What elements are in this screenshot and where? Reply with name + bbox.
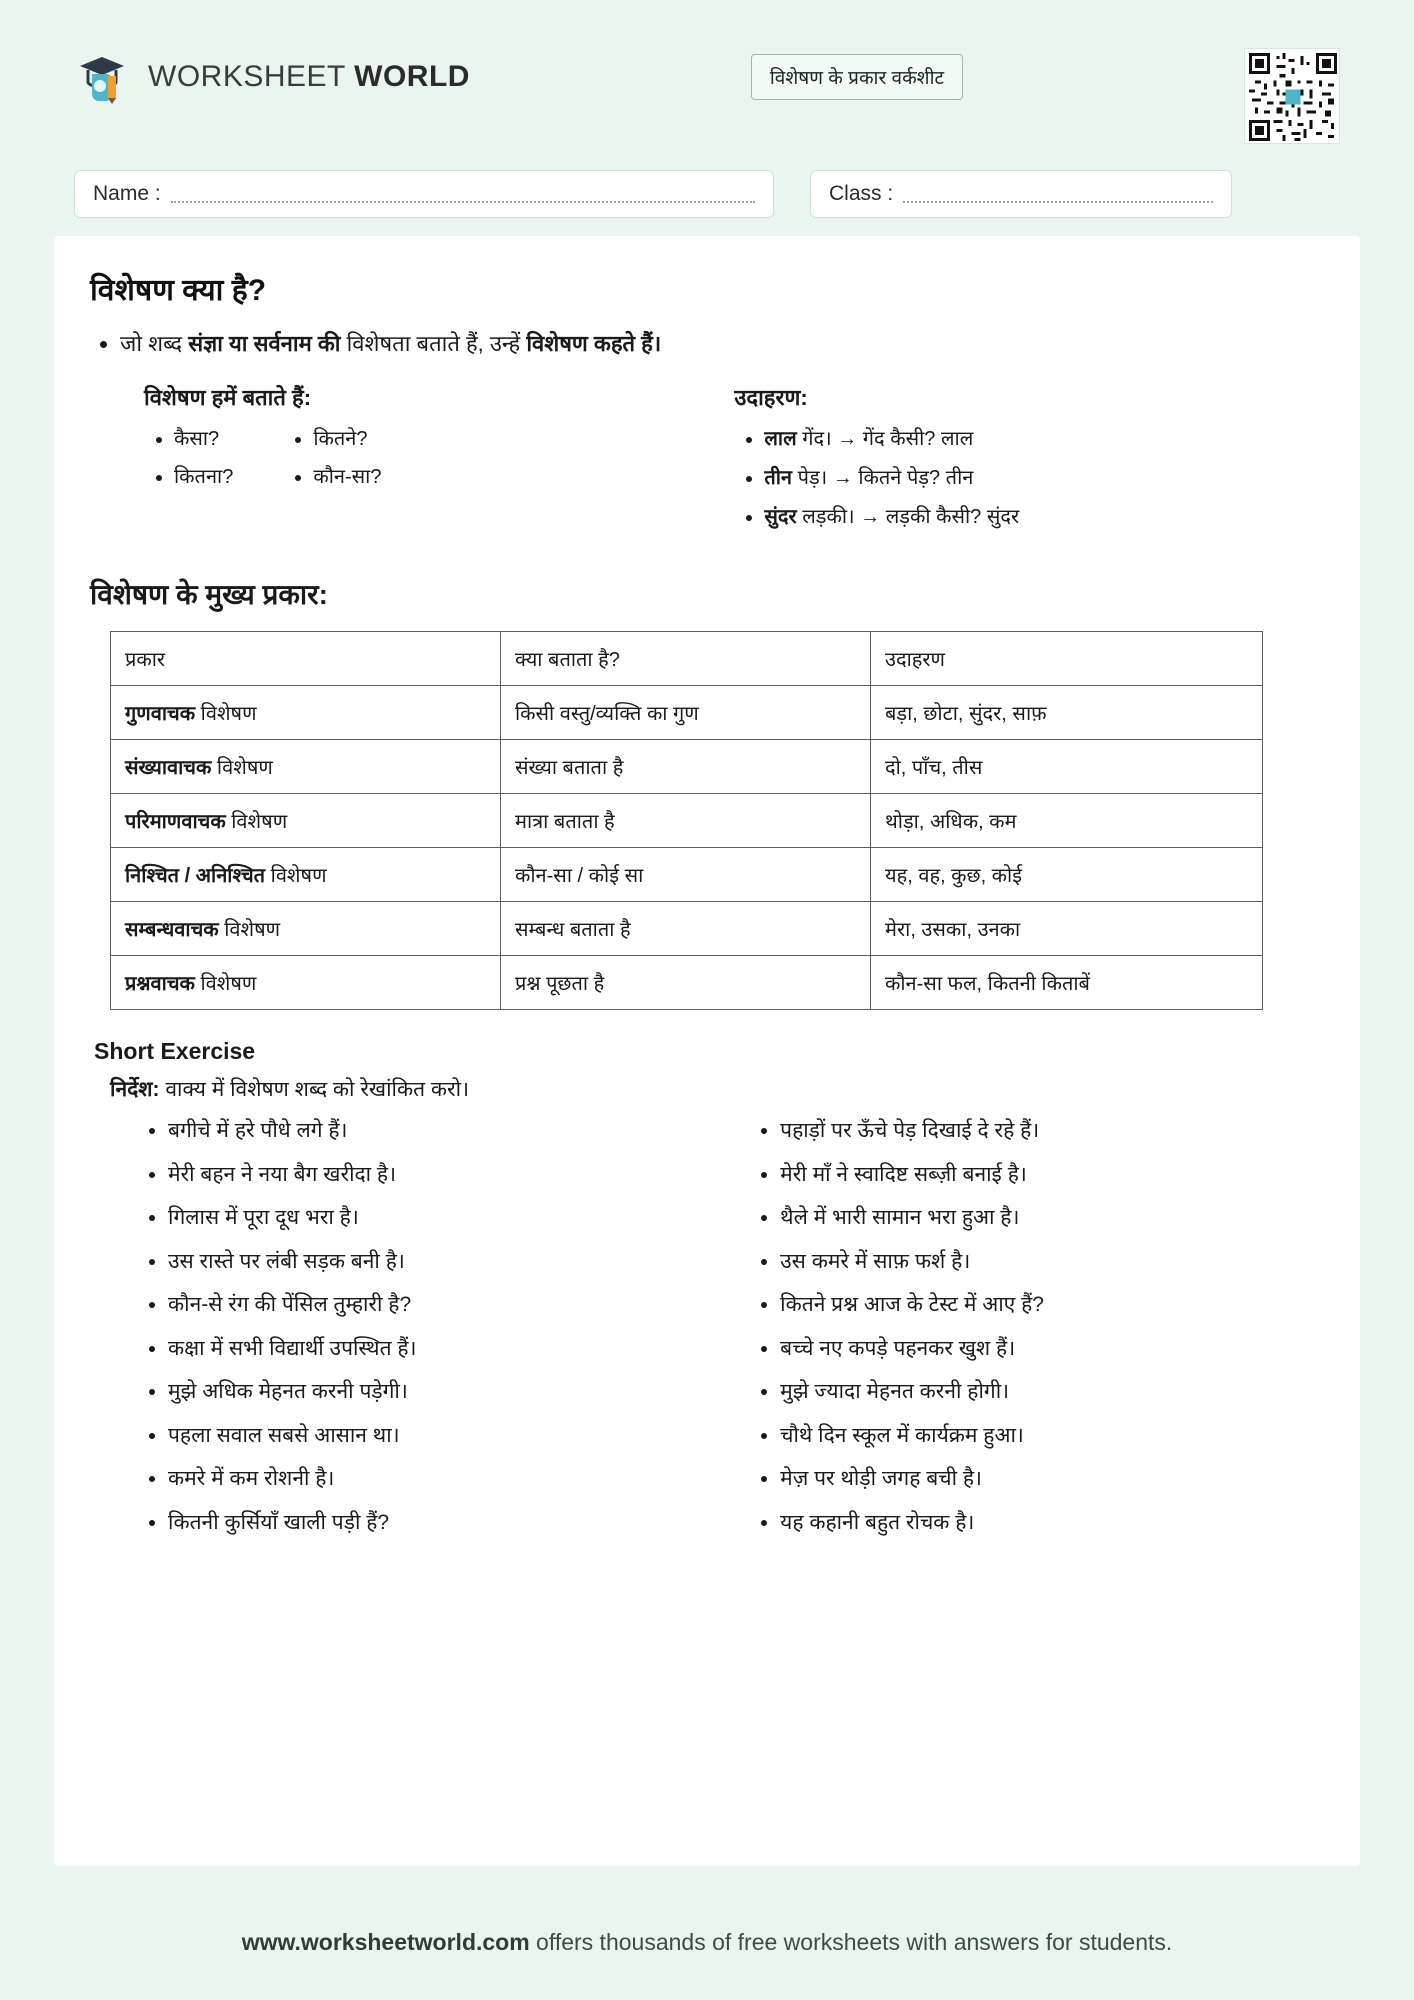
cell-type-rest: विशेषण bbox=[265, 865, 327, 887]
list-item[interactable]: • बच्चे नए कपड़े पहनकर खुश हैं। bbox=[780, 1333, 1324, 1365]
list-item bbox=[764, 424, 1324, 454]
table-row bbox=[111, 686, 1263, 740]
brand-bold: WORLD bbox=[354, 60, 470, 93]
table-row bbox=[111, 956, 1263, 1010]
list-item[interactable]: • कक्षा में सभी विद्यार्थी उपस्थित हैं। bbox=[168, 1333, 702, 1365]
sentence-list-right bbox=[742, 1115, 1324, 1538]
cell-example: यह, वह, कुछ, कोई bbox=[871, 848, 1263, 902]
tells-block bbox=[144, 382, 694, 541]
column-header: क्या बताता है? bbox=[501, 632, 871, 686]
cell-what: संख्या बताता है bbox=[501, 740, 871, 794]
cell-what: प्रश्न पूछता है bbox=[501, 956, 871, 1010]
types-table bbox=[110, 631, 1263, 1010]
table-row bbox=[111, 902, 1263, 956]
definition-item bbox=[120, 327, 1324, 360]
cell-type-bold: सम्बन्धवाचक bbox=[125, 919, 219, 941]
worksheet-header bbox=[40, 22, 1374, 232]
cell-type bbox=[111, 956, 501, 1010]
cell-type-rest: विशेषण bbox=[218, 919, 281, 941]
example-rest: लड़की। → लड़की कैसी? सुंदर bbox=[796, 506, 1020, 528]
cell-example: कौन-सा फल, कितनी किताबें bbox=[871, 956, 1263, 1010]
cell-what: सम्बन्ध बताता है bbox=[501, 902, 871, 956]
list-item[interactable]: • पहाड़ों पर ऊँचे पेड़ दिखाई दे रहे हैं। bbox=[780, 1115, 1324, 1147]
list-item: • कितना? bbox=[174, 462, 233, 492]
definition-part-1: जो शब्द bbox=[120, 331, 189, 356]
list-item bbox=[764, 502, 1324, 532]
definition-part-2: विशेषता बताते हैं, उन्हें bbox=[340, 331, 527, 356]
cell-what: किसी वस्तु/व्यक्ति का गुण bbox=[501, 686, 871, 740]
example-bold: लाल bbox=[764, 428, 797, 450]
cell-type-bold: गुणवाचक bbox=[125, 703, 196, 725]
list-item[interactable]: • उस कमरे में साफ़ फर्श है। bbox=[780, 1246, 1324, 1278]
cell-type bbox=[111, 794, 501, 848]
list-item[interactable]: • मुझे अधिक मेहनत करनी पड़ेगी। bbox=[168, 1376, 702, 1408]
exercise-instruction bbox=[110, 1075, 1324, 1103]
sentence-list-left bbox=[130, 1115, 702, 1538]
tells-column-2 bbox=[283, 424, 381, 500]
exercise-column-left bbox=[130, 1115, 702, 1550]
footer-url[interactable]: www.worksheetworld.com bbox=[241, 1929, 530, 1955]
cell-type bbox=[111, 848, 501, 902]
list-item[interactable]: • यह कहानी बहुत रोचक है। bbox=[780, 1507, 1324, 1539]
list-item[interactable]: • कितनी कुर्सियाँ खाली पड़ी हैं? bbox=[168, 1507, 702, 1539]
cell-type-rest: विशेषण bbox=[195, 703, 257, 725]
footer bbox=[40, 1929, 1374, 1956]
definition-list bbox=[90, 327, 1324, 360]
name-input[interactable] bbox=[171, 185, 755, 203]
definition-bold-2: विशेषण कहते हैं। bbox=[526, 331, 662, 356]
cell-type-bold: परिमाणवाचक bbox=[125, 811, 226, 833]
examples-heading: उदाहरण: bbox=[734, 385, 808, 410]
section-heading-what-is: विशेषण क्या है? bbox=[90, 274, 267, 307]
example-rest: पेड़। → कितने पेड़? तीन bbox=[792, 467, 974, 489]
list-item[interactable]: • मेरी माँ ने स्वादिष्ट सब्ज़ी बनाई है। bbox=[780, 1159, 1324, 1191]
cell-type-bold: प्रश्नवाचक bbox=[125, 973, 195, 995]
table-row bbox=[111, 740, 1263, 794]
brand bbox=[74, 48, 470, 106]
examples-block bbox=[734, 382, 1324, 541]
cell-example: दो, पाँच, तीस bbox=[871, 740, 1263, 794]
list-item: • कौन-सा? bbox=[313, 462, 381, 492]
list-item bbox=[764, 463, 1324, 493]
brand-prefix: WORKSHEET bbox=[148, 60, 355, 93]
list-item[interactable]: • चौथे दिन स्कूल में कार्यक्रम हुआ। bbox=[780, 1420, 1324, 1452]
examples-list bbox=[734, 424, 1324, 532]
name-field[interactable] bbox=[74, 170, 774, 218]
table-row bbox=[111, 848, 1263, 902]
list-item: • कैसा? bbox=[174, 424, 233, 454]
list-item[interactable]: • बगीचे में हरे पौधे लगे हैं। bbox=[168, 1115, 702, 1147]
cell-what: कौन-सा / कोई सा bbox=[501, 848, 871, 902]
list-item[interactable]: • मेज़ पर थोड़ी जगह बची है। bbox=[780, 1463, 1324, 1495]
example-bold: सुंदर bbox=[764, 506, 797, 528]
column-header: प्रकार bbox=[111, 632, 501, 686]
class-input[interactable] bbox=[903, 185, 1213, 203]
list-item[interactable]: • कौन-से रंग की पेंसिल तुम्हारी है? bbox=[168, 1289, 702, 1321]
cell-type-bold: संख्यावाचक bbox=[125, 757, 212, 779]
cell-example: थोड़ा, अधिक, कम bbox=[871, 794, 1263, 848]
cell-what: मात्रा बताता है bbox=[501, 794, 871, 848]
class-field[interactable] bbox=[810, 170, 1232, 218]
tells-heading: विशेषण हमें बताते हैं: bbox=[144, 385, 312, 410]
cell-type-rest: विशेषण bbox=[225, 811, 288, 833]
example-rest: गेंद। → गेंद कैसी? लाल bbox=[796, 428, 974, 450]
table-header-row bbox=[111, 632, 1263, 686]
cell-type bbox=[111, 902, 501, 956]
exercise-column-right bbox=[742, 1115, 1324, 1550]
list-item[interactable]: • उस रास्ते पर लंबी सड़क बनी है। bbox=[168, 1246, 702, 1278]
brand-name bbox=[148, 60, 470, 94]
cell-type-bold: निश्चित / अनिश्चित bbox=[125, 865, 266, 887]
exercise-title: Short Exercise bbox=[94, 1038, 256, 1064]
name-label: Name : bbox=[93, 182, 161, 205]
tells-column-1 bbox=[144, 424, 233, 500]
cell-type-rest: विशेषण bbox=[194, 973, 257, 995]
instruction-label: निर्देश: bbox=[110, 1078, 160, 1101]
section-heading-types: विशेषण के मुख्य प्रकार: bbox=[90, 579, 328, 610]
example-bold: तीन bbox=[764, 467, 793, 489]
cell-type-rest: विशेषण bbox=[211, 757, 273, 779]
list-item[interactable]: • मेरी बहन ने नया बैग खरीदा है। bbox=[168, 1159, 702, 1191]
instruction-text: वाक्य में विशेषण शब्द को रेखांकित करो। bbox=[159, 1078, 470, 1101]
list-item[interactable]: • कमरे में कम रोशनी है। bbox=[168, 1463, 702, 1495]
cell-example: बड़ा, छोटा, सुंदर, साफ़ bbox=[871, 686, 1263, 740]
class-label: Class : bbox=[829, 182, 894, 205]
list-item[interactable]: • कितने प्रश्न आज के टेस्ट में आए हैं? bbox=[780, 1289, 1324, 1321]
worksheet-content bbox=[54, 236, 1360, 1866]
footer-text: offers thousands of free worksheets with answers for students. bbox=[529, 1929, 1173, 1955]
table-row bbox=[111, 794, 1263, 848]
cell-type bbox=[111, 686, 501, 740]
graduation-cap-pencil-logo bbox=[74, 48, 132, 106]
list-item[interactable]: • पहला सवाल सबसे आसान था। bbox=[168, 1420, 702, 1452]
list-item[interactable]: • थैले में भारी सामान भरा हुआ है। bbox=[780, 1202, 1324, 1234]
definition-bold-1: संज्ञा या सर्वनाम की bbox=[188, 331, 341, 356]
qr-code-icon[interactable] bbox=[1244, 48, 1340, 144]
cell-example: मेरा, उसका, उनका bbox=[871, 902, 1263, 956]
list-item[interactable]: • मुझे ज्यादा मेहनत करनी होगी। bbox=[780, 1376, 1324, 1408]
worksheet-page bbox=[40, 22, 1374, 1972]
cell-type bbox=[111, 740, 501, 794]
worksheet-title-chip: विशेषण के प्रकार वर्कशीट bbox=[751, 54, 963, 100]
list-item[interactable]: • गिलास में पूरा दूध भरा है। bbox=[168, 1202, 702, 1234]
list-item: • कितने? bbox=[313, 424, 381, 454]
column-header: उदाहरण bbox=[871, 632, 1263, 686]
